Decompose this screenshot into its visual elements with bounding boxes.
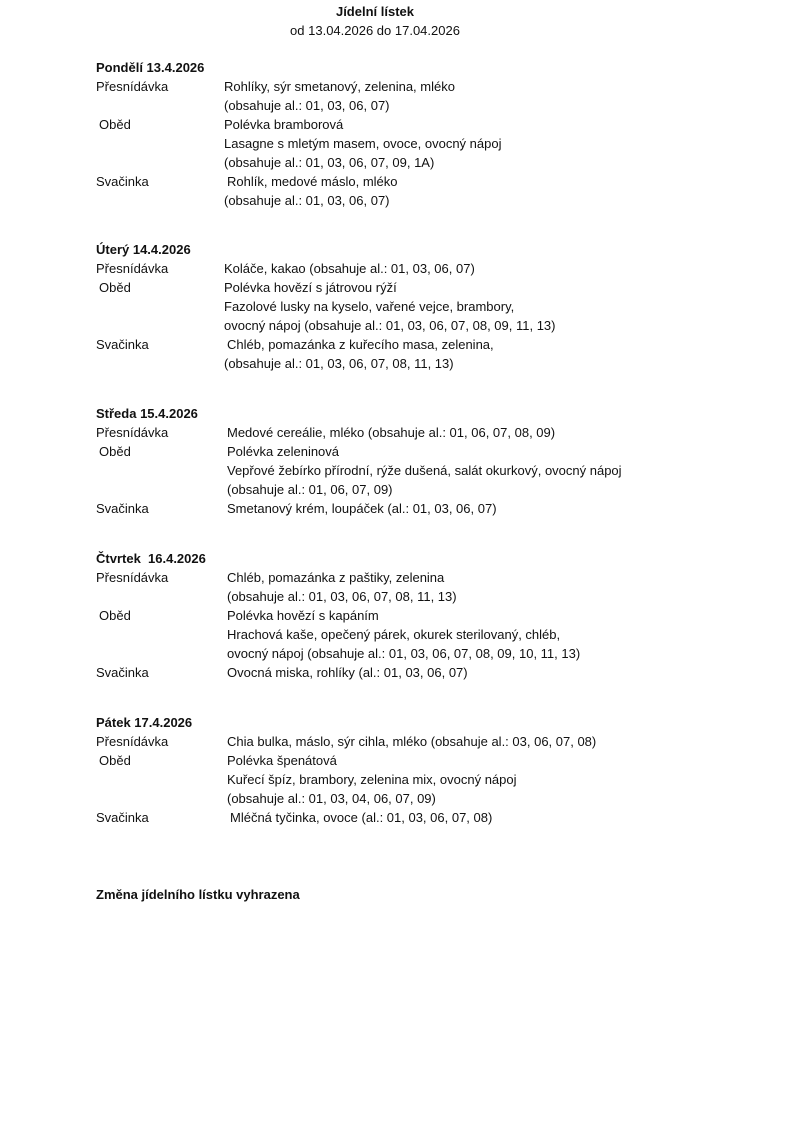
meal-line: Medové cereálie, mléko (obsahuje al.: 01, 06, 07, 08, 09) [227, 425, 556, 440]
meal-snack-afternoon [96, 499, 736, 518]
meal-lunch [96, 606, 736, 663]
meal-line: Polévka bramborová [224, 117, 344, 132]
meal-label: Oběd [99, 753, 131, 768]
meal-line: Vepřové žebírko přírodní, rýže dušená, salát okurkový, ovocný nápoj [227, 463, 622, 478]
meal-snack-afternoon [96, 335, 736, 373]
meal-line: Lasagne s mletým masem, ovoce, ovocný nápoj [224, 136, 502, 151]
day-heading: Středa 15.4.2026 [96, 406, 198, 421]
day-thursday [96, 549, 736, 682]
meal-line: Ovocná miska, rohlíky (al.: 01, 03, 06, 07) [227, 665, 468, 680]
page-title: Jídelní lístek [335, 4, 415, 19]
meal-label: Svačinka [96, 337, 149, 352]
meal-snack-morning [96, 423, 736, 442]
meal-label: Oběd [99, 117, 131, 132]
meal-label: Svačinka [96, 174, 149, 189]
meal-line: Rohlík, medové máslo, mléko [227, 174, 398, 189]
meal-line: Chléb, pomazánka z paštiky, zelenina [227, 570, 445, 585]
meal-label: Svačinka [96, 501, 149, 516]
meal-line: Mléčná tyčinka, ovoce (al.: 01, 03, 06, 07, 08) [230, 810, 493, 825]
meal-label: Oběd [99, 444, 131, 459]
meal-line: Chléb, pomazánka z kuřecího masa, zelenina, [227, 337, 494, 352]
meal-line: (obsahuje al.: 01, 03, 06, 07, 09, 1A) [224, 155, 435, 170]
meal-line: Polévka zeleninová [227, 444, 340, 459]
day-heading: Pátek 17.4.2026 [96, 715, 193, 730]
meal-label: Oběd [99, 280, 131, 295]
meal-line: Fazolové lusky na kyselo, vařené vejce, brambory, [224, 299, 515, 314]
meal-label: Přesnídávka [96, 425, 169, 440]
day-tuesday [96, 240, 736, 373]
meal-label: Přesnídávka [96, 261, 169, 276]
meal-line: (obsahuje al.: 01, 06, 07, 09) [227, 482, 393, 497]
meal-line: Hrachová kaše, opečený párek, okurek sterilovaný, chléb, [227, 627, 561, 642]
meal-label: Přesnídávka [96, 734, 169, 749]
day-heading: Čtvrtek 16.4.2026 [96, 551, 206, 566]
day-heading: Pondělí 13.4.2026 [96, 60, 205, 75]
day-heading: Úterý 14.4.2026 [96, 242, 191, 257]
day-monday [96, 58, 736, 210]
meal-snack-afternoon [96, 172, 736, 210]
meal-line: (obsahuje al.: 01, 03, 04, 06, 07, 09) [227, 791, 436, 806]
meal-line: (obsahuje al.: 01, 03, 06, 07) [224, 98, 390, 113]
meal-line: Smetanový krém, loupáček (al.: 01, 03, 06, 07) [227, 501, 497, 516]
meal-snack-morning [96, 732, 736, 751]
meal-label: Přesnídávka [96, 570, 169, 585]
meal-line: Chia bulka, máslo, sýr cihla, mléko (obsahuje al.: 03, 06, 07, 08) [227, 734, 597, 749]
meal-snack-morning [96, 568, 736, 606]
meal-line: (obsahuje al.: 01, 03, 06, 07, 08, 11, 13) [227, 589, 457, 604]
meal-lunch [96, 751, 736, 808]
meal-line: (obsahuje al.: 01, 03, 06, 07) [224, 193, 390, 208]
meal-line: Polévka hovězí s játrovou rýží [224, 280, 397, 295]
page-subtitle: od 13.04.2026 do 17.04.2026 [290, 23, 460, 38]
meal-line: (obsahuje al.: 01, 03, 06, 07, 08, 11, 13) [224, 356, 454, 371]
meal-line: Kuřecí špíz, brambory, zelenina mix, ovocný nápoj [227, 772, 517, 787]
meal-lunch [96, 115, 736, 172]
meal-label: Svačinka [96, 810, 149, 825]
meal-label: Přesnídávka [96, 79, 169, 94]
meal-snack-afternoon [96, 663, 736, 682]
meal-label: Oběd [99, 608, 131, 623]
meal-line: Polévka hovězí s kapáním [227, 608, 379, 623]
meal-snack-morning [96, 77, 736, 115]
meal-line: Polévka špenátová [227, 753, 337, 768]
meal-line: ovocný nápoj (obsahuje al.: 01, 03, 06, 07, 08, 09, 11, 13) [224, 318, 556, 333]
meal-line: Koláče, kakao (obsahuje al.: 01, 03, 06, 07) [224, 261, 475, 276]
meal-line: ovocný nápoj (obsahuje al.: 01, 03, 06, 07, 08, 09, 10, 11, 13) [227, 646, 581, 661]
meal-line: Rohlíky, sýr smetanový, zelenina, mléko [224, 79, 455, 94]
day-wednesday [96, 404, 736, 518]
footer-note: Změna jídelního lístku vyhrazena [96, 887, 300, 902]
meal-snack-morning [96, 259, 736, 278]
meal-snack-afternoon [96, 808, 736, 827]
meal-lunch [96, 442, 736, 499]
meal-label: Svačinka [96, 665, 149, 680]
day-friday [96, 713, 736, 827]
meal-lunch [96, 278, 736, 335]
